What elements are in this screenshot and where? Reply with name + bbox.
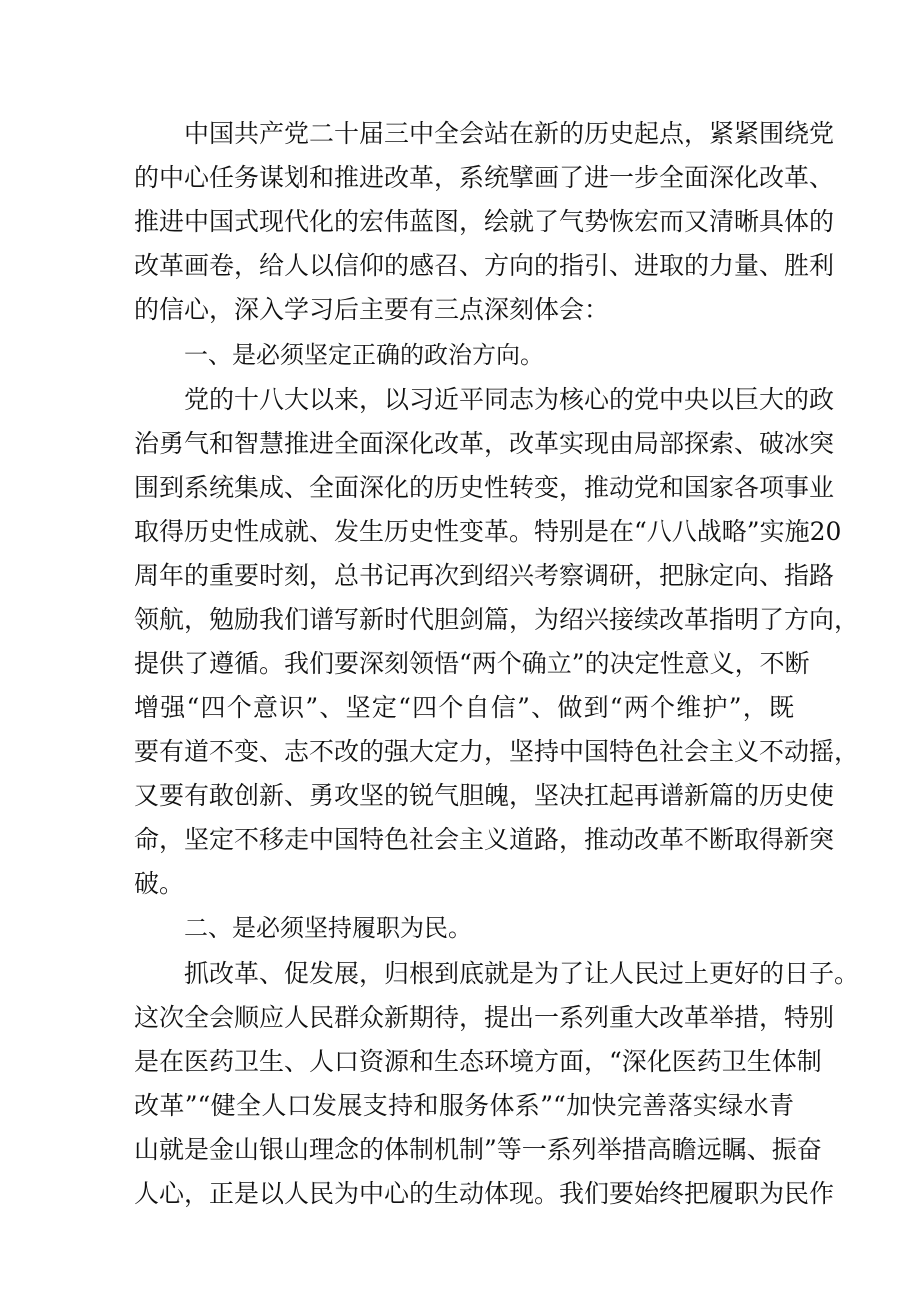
section-2-line-1: 抓改革、促发展，归根到底就是为了让人民过上更好的日子。 — [184, 959, 860, 988]
section-2-line-5: 山就是金山银山理念的体制机制”等一系列举措高瞻远瞩、振奋 — [134, 1135, 822, 1164]
section-1-line-5: 周年的重要时刻，总书记再次到绍兴考察调研，把脉定向、指路 — [134, 561, 835, 590]
intro-line-5: 的信心，深入学习后主要有三点深刻体会： — [134, 295, 610, 324]
section-1-line-10: 又要有敢创新、勇攻坚的锐气胆魄，坚决扛起再谱新篇的历史使 — [134, 781, 835, 810]
section-2-line-6: 人心，正是以人民为中心的生动体现。我们要始终把履职为民作 — [134, 1179, 835, 1208]
section-1-line-1: 党的十八大以来，以习近平同志为核心的党中央以巨大的政 — [184, 385, 835, 414]
section-2-line-4: 改革”“健全人口发展支持和服务体系”“加快完善落实绿水青 — [134, 1091, 794, 1120]
section-1-line-3: 围到系统集成、全面深化的历史性转变，推动党和国家各项事业 — [134, 473, 835, 502]
intro-line-2: 的中心任务谋划和推进改革，系统擘画了进一步全面深化改革、 — [134, 163, 835, 192]
section-1-line-7: 提供了遵循。我们要深刻领悟“两个确立”的决定性意义，不断 — [134, 649, 810, 678]
section-2-line-3: 是在医药卫生、人口资源和生态环境方面，“深化医药卫生体制 — [134, 1047, 822, 1076]
intro-line-4: 改革画卷，给人以信仰的感召、方向的指引、进取的力量、胜利 — [134, 251, 835, 280]
intro-line-1: 中国共产党二十届三中全会站在新的历史起点，紧紧围绕党 — [184, 119, 835, 148]
section-1-line-4: 取得历史性成就、发生历史性变革。特别是在“八八战略”实施20 — [134, 517, 842, 546]
section-1-line-8: 增强“四个意识”、坚定“四个自信”、做到“两个维护”，既 — [134, 693, 794, 722]
section-1-line-6: 领航，勉励我们谱写新时代胆剑篇，为绍兴接续改革指明了方向， — [134, 605, 860, 634]
section-1-line-2: 治勇气和智慧推进全面深化改革，改革实现由局部探索、破冰突 — [134, 429, 835, 458]
section-1-line-12: 破。 — [134, 869, 185, 898]
section-2-heading: 二、是必须坚持履职为民。 — [184, 914, 472, 942]
section-1-line-11: 命，坚定不移走中国特色社会主义道路，推动改革不断取得新突 — [134, 825, 835, 854]
section-1-line-9: 要有道不变、志不改的强大定力，坚持中国特色社会主义不动摇， — [134, 737, 860, 766]
intro-line-3: 推进中国式现代化的宏伟蓝图，绘就了气势恢宏而又清晰具体的 — [134, 207, 835, 236]
section-1-heading: 一、是必须坚定正确的政治方向。 — [184, 341, 544, 369]
section-2-line-2: 这次全会顺应人民群众新期待，提出一系列重大改革举措，特别 — [134, 1003, 835, 1032]
